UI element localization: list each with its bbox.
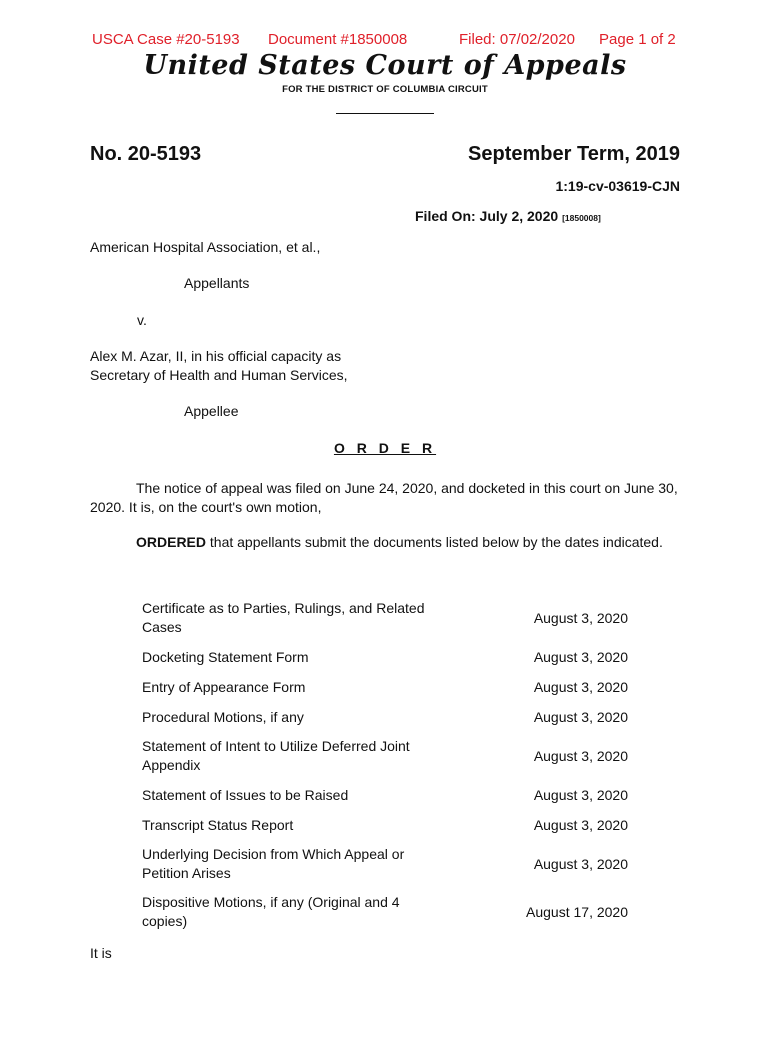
document-name: Certificate as to Parties, Rulings, and Related Cases bbox=[142, 600, 425, 635]
table-row bbox=[142, 840, 628, 888]
appellee-role: Appellee bbox=[184, 403, 239, 419]
document-due-date: August 3, 2020 bbox=[533, 648, 628, 665]
filed-on-date: Filed On: July 2, 2020 bbox=[415, 208, 559, 224]
title-divider bbox=[336, 113, 434, 114]
document-due-date: August 3, 2020 bbox=[533, 708, 628, 725]
court-subtitle: FOR THE DISTRICT OF COLUMBIA CIRCUIT bbox=[282, 84, 488, 95]
case-number: No. 20-5193 bbox=[90, 143, 202, 165]
document-due-date: August 3, 2020 bbox=[533, 609, 628, 626]
table-row bbox=[142, 702, 628, 732]
table-row bbox=[142, 594, 628, 642]
header-document-number: Document #1850008 bbox=[268, 31, 408, 48]
appellants-role: Appellants bbox=[184, 275, 250, 291]
table-row bbox=[142, 810, 628, 840]
required-documents-table bbox=[142, 594, 628, 936]
document-due-date: August 3, 2020 bbox=[533, 855, 628, 872]
document-name: Procedural Motions, if any bbox=[142, 708, 304, 725]
ordered-keyword: ORDERED bbox=[136, 534, 207, 550]
appellee-name-line1: Alex M. Azar, II, in his official capacity as bbox=[90, 348, 342, 364]
versus: v. bbox=[137, 312, 147, 328]
header-case-number: USCA Case #20-5193 bbox=[92, 31, 240, 48]
document-due-date: August 3, 2020 bbox=[533, 747, 628, 764]
table-row bbox=[142, 888, 628, 936]
order-paragraph-1 bbox=[90, 479, 680, 517]
document-name: Dispositive Motions, if any (Original and 4 copies) bbox=[142, 894, 400, 929]
document-due-date: August 17, 2020 bbox=[526, 903, 628, 920]
document-name: Underlying Decision from Which Appeal or Petition Arises bbox=[142, 846, 405, 881]
order-paragraph-2 bbox=[90, 533, 680, 552]
table-row bbox=[142, 732, 628, 780]
lower-court-case-number: 1:19-cv-03619-CJN bbox=[555, 178, 680, 194]
document-name: Docketing Statement Form bbox=[142, 648, 309, 665]
document-due-date: August 3, 2020 bbox=[533, 786, 628, 803]
order-paragraph-1-text: The notice of appeal was filed on June 24, 2020, and docketed in this court on June 30, 2020. It is, on the court's own motion, bbox=[90, 480, 678, 515]
order-paragraph-2-text: that appellants submit the documents listed below by the dates indicated. bbox=[206, 534, 663, 550]
order-title: O R D E R bbox=[333, 440, 437, 456]
appellants-name: American Hospital Association, et al., bbox=[90, 239, 321, 255]
court-title: United States Court of Appeals bbox=[143, 50, 627, 81]
table-row bbox=[142, 672, 628, 702]
table-row bbox=[142, 780, 628, 810]
document-due-date: August 3, 2020 bbox=[533, 816, 628, 833]
document-name: Entry of Appearance Form bbox=[142, 678, 306, 695]
filed-on-doc-number: [1850008] bbox=[562, 213, 601, 223]
document-due-date: August 3, 2020 bbox=[533, 678, 628, 695]
closing-text: It is bbox=[90, 945, 112, 961]
header-page-number: Page 1 of 2 bbox=[599, 31, 676, 48]
filed-on-line bbox=[415, 208, 601, 224]
document-name: Statement of Intent to Utilize Deferred Joint Appendix bbox=[142, 738, 410, 773]
table-row bbox=[142, 642, 628, 672]
document-name: Transcript Status Report bbox=[142, 816, 294, 833]
header-filed-date: Filed: 07/02/2020 bbox=[459, 31, 575, 48]
document-name: Statement of Issues to be Raised bbox=[142, 786, 349, 803]
court-term: September Term, 2019 bbox=[468, 143, 680, 165]
appellee-name-line2: Secretary of Health and Human Services, bbox=[90, 367, 348, 383]
